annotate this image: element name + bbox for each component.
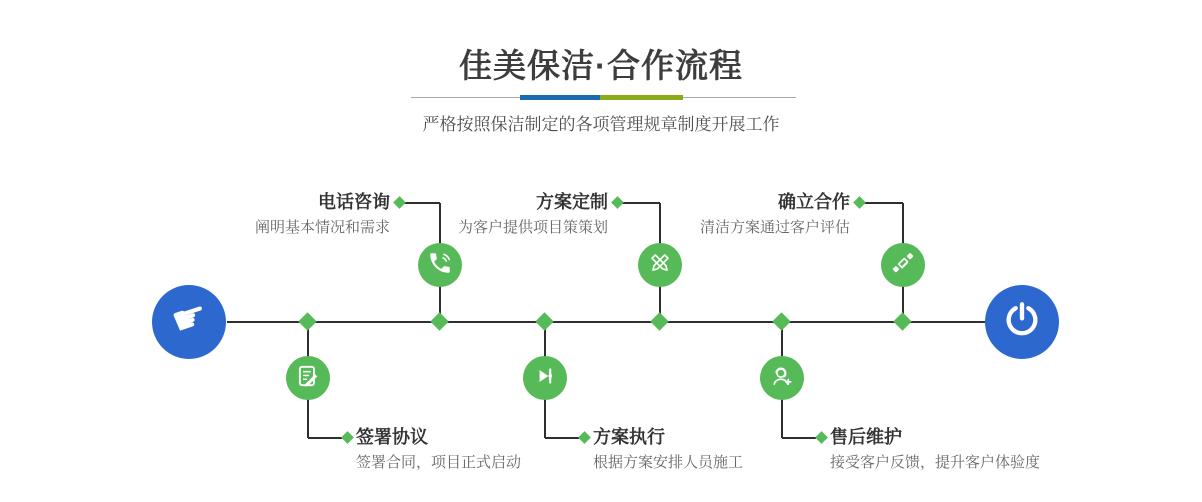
page-subtitle: 严格按照保洁制定的各项管理规章制度开展工作 [422,115,780,134]
label-diamond [853,196,866,209]
step-label [358,191,608,237]
pointing-hand-icon: ☛ [166,292,214,345]
step-circle [523,356,567,400]
step-desc: 签署合同，项目正式启动 [356,454,522,471]
label-diamond [341,431,354,444]
step-desc: 清洁方案通过客户评估 [699,219,850,236]
timeline-node-diamond [535,312,553,330]
connector-line [308,437,342,439]
timeline-line [227,321,985,323]
step-circle [760,356,804,400]
divider-blue-segment [520,95,600,100]
power-icon [1002,300,1042,345]
step-label [600,191,850,237]
timeline-node-diamond [772,312,790,330]
play-next-icon [532,363,558,394]
step-title: 方案执行 [593,427,665,447]
connector-line [862,202,903,204]
step-desc: 接受客户反馈，提升客户体验度 [830,454,1041,471]
timeline-node-diamond [893,312,911,330]
step-desc: 阐明基本情况和需求 [254,219,390,236]
timeline-end-circle [985,285,1059,359]
step-label [140,191,390,237]
page-title: 佳美保洁·合作流程 [459,47,743,84]
step-title: 签署协议 [356,427,428,447]
step-desc: 为客户提供项目策策划 [457,219,608,236]
timeline-node-diamond [430,312,448,330]
connector-line [782,437,816,439]
step-desc: 根据方案安排人员施工 [593,454,744,471]
step-circle [286,356,330,400]
step-label [830,426,1150,472]
timeline-node-diamond [650,312,668,330]
timeline-start-circle [152,285,226,359]
step-title: 确立合作 [778,192,850,212]
step-title: 售后维护 [830,427,902,447]
connector-line [545,437,579,439]
divider-green-segment [600,95,683,100]
step-circle [638,243,682,287]
step-circle [418,243,462,287]
handshake-icon [890,250,916,281]
step-circle [881,243,925,287]
customer-service-icon [769,363,795,394]
step-title: 方案定制 [536,192,608,212]
sign-document-icon [295,363,321,394]
crossed-pencils-icon [647,250,673,281]
step-title: 电话咨询 [318,192,390,212]
timeline-node-diamond [298,312,316,330]
phone-icon [427,250,453,281]
